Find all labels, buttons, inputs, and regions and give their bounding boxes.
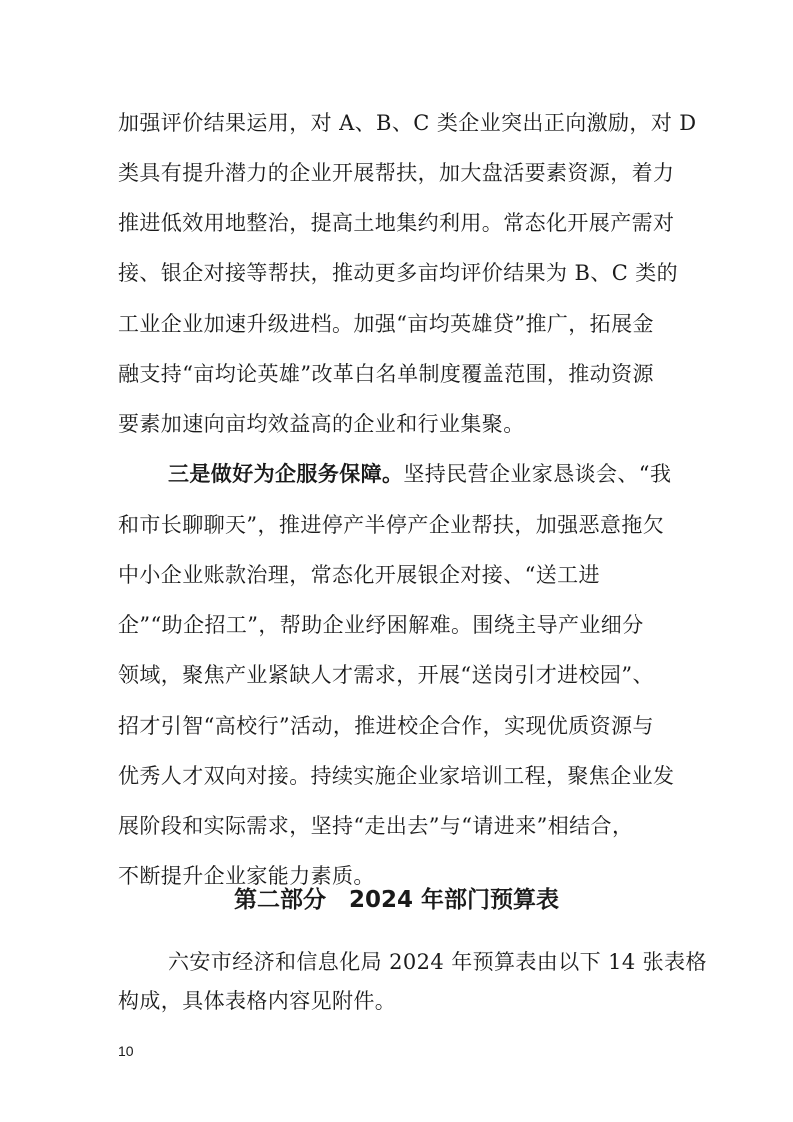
paragraph-line: 展阶段和实际需求，坚持“走出去”与“请进来”相结合，: [118, 814, 634, 838]
paragraph-line: 要素加速向亩均效益高的企业和行业集聚。: [118, 412, 525, 436]
paragraph-line: 和市长聊聊天”，推进停产半停产企业帮扶，加强恶意拖欠: [118, 513, 665, 537]
paragraph-line: 工业企业加速升级进档。加强“亩均英雄贷”推广，拓展金: [118, 312, 654, 336]
page-number: 10: [118, 1043, 134, 1059]
paragraph-line: 不断提升企业家能力素质。: [118, 864, 375, 888]
paragraph-line: 推进低效用地整治，提高土地集约利用。常态化开展产需对: [118, 211, 675, 235]
paragraph-line: 融支持“亩均论英雄”改革白名单制度覆盖范围，推动资源: [118, 362, 654, 386]
paragraph-line: 领域，聚焦产业紧缺人才需求，开展“送岗引才进校园”、: [118, 663, 654, 687]
paragraph-line: 招才引智“高校行”活动，推进校企合作，实现优质资源与: [118, 714, 654, 738]
paragraph-line: 企”“助企招工”，帮助企业纾困解难。围绕主导产业细分: [118, 613, 644, 637]
section-heading: 第二部分 2024 年部门预算表: [233, 887, 560, 913]
paragraph-line: 接、银企对接等帮扶，推动更多亩均评价结果为 B、C 类的: [118, 261, 679, 285]
paragraph-line: 类具有提升潜力的企业开展帮扶，加大盘活要素资源，着力: [118, 161, 675, 185]
paragraph-first-line: [168, 459, 671, 489]
paragraph-first-line: 六安市经济和信息化局 2024 年预算表由以下 14 张表格: [168, 950, 707, 974]
paragraph-line: 中小企业账款治理，常态化开展银企对接、“送工进: [118, 563, 600, 587]
paragraph-line: 加强评价结果运用，对 A、B、C 类企业突出正向激励，对 D: [118, 111, 697, 135]
paragraph-lead-bold: 三是做好为企服务保障。: [168, 461, 404, 486]
paragraph-lead-rest: 坚持民营企业家恳谈会、“我: [403, 462, 672, 486]
paragraph-line: 优秀人才双向对接。持续实施企业家培训工程，聚焦企业发: [118, 764, 675, 788]
paragraph-line: 构成，具体表格内容见附件。: [118, 989, 397, 1013]
